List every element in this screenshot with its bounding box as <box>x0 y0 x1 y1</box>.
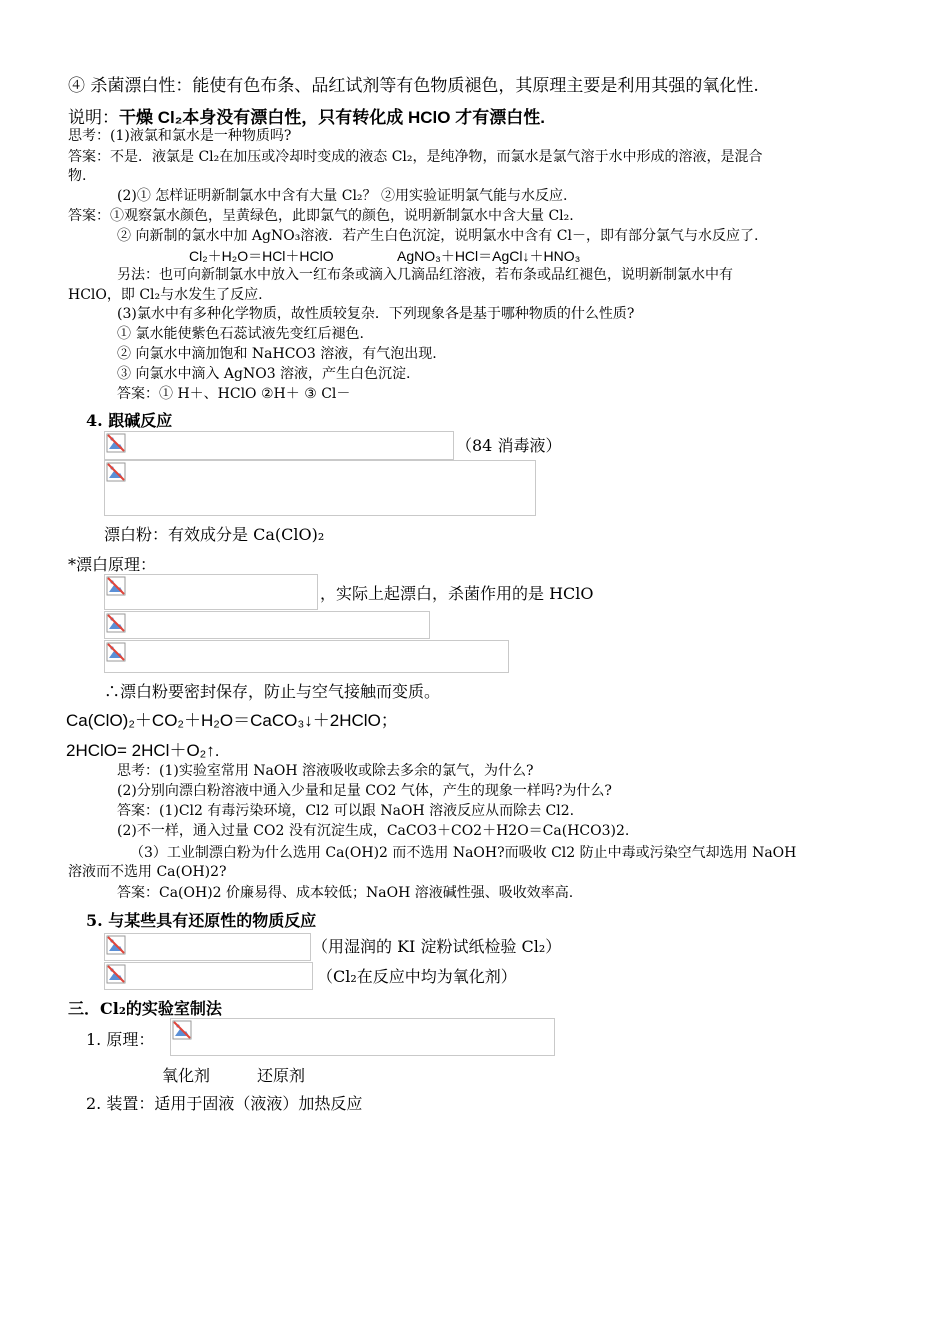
text-line: ① 氯水能使紫色石蕊试液先变红后褪色. <box>117 326 364 342</box>
broken-image-icon <box>106 964 126 984</box>
text-line: 溶液而不选用 Ca(OH)2? <box>68 864 227 880</box>
equation-line: 2HClO= 2HCl＋O₂↑. <box>66 741 220 760</box>
text-line: ∴漂白粉要密封保存，防止与空气接触而变质。 <box>104 682 441 701</box>
text-line: 思考：(1)实验室常用 NaOH 溶液吸收或除去多余的氯气，为什么? <box>117 763 534 779</box>
text-line: 2. 装置：适用于固液（液液）加热反应 <box>86 1094 363 1113</box>
text-line: ，实际上起漂白，杀菌作用的是 HClO <box>320 584 594 603</box>
text-line: 漂白粉：有效成分是 Ca(ClO)₂ <box>104 525 325 544</box>
broken-image-icon <box>106 576 126 596</box>
equation-line: Ca(ClO)₂＋CO₂＋H₂O＝CaCO₃↓＋2HClO； <box>66 711 398 730</box>
broken-image-icon <box>172 1020 192 1040</box>
text-line: （3）工业制漂白粉为什么选用 Ca(OH)2 而不选用 NaOH?而吸收 Cl2 防止中毒或污染空气却选用 NaOH <box>130 845 797 861</box>
section-heading: 三．Cl₂的实验室制法 <box>68 999 222 1018</box>
text-line: 另法：也可向新制氯水中放入一红布条或滴入几滴品红溶液，若布条或品红褪色，说明新制氯水中有 <box>117 267 733 283</box>
annotation: （Cl₂在反应中均为氧化剂） <box>317 967 517 986</box>
text-line: 答案：不是．液氯是 Cl₂在加压或冷却时变成的液态 Cl₂，是纯净物，而氯水是氯气溶于水中形成的溶液，是混合 <box>68 149 763 165</box>
text-line: (2)分别向漂白粉溶液中通入少量和足量 CO2 气体，产生的现象一样吗?为什么? <box>117 783 612 799</box>
text-line: 答案：Ca(OH)2 价廉易得、成本较低；NaOH 溶液碱性强、吸收效率高. <box>117 885 574 901</box>
text-line: 答案：①观察氯水颜色，呈黄绿色，此即氯气的颜色，说明新制氯水中含大量 Cl₂. <box>68 208 574 224</box>
text-line: (3)氯水中有多种化学物质，故性质较复杂．下列现象各是基于哪种物质的什么性质? <box>117 306 635 322</box>
text-line: (2)不一样，通入过量 CO2 没有沉淀生成，CaCO3＋CO2＋H2O＝Ca(HCO3)2. <box>117 823 630 839</box>
text-line: ② 向新制的氯水中加 AgNO₃溶液．若产生白色沉淀，说明氯水中含有 Cl－，即有部分氯气与水反应了. <box>117 228 759 244</box>
missing-image-box <box>170 1018 555 1056</box>
note-emphasis: 干燥 Cl₂本身没有漂白性，只有转化成 HClO 才有漂白性. <box>119 108 545 127</box>
broken-image-icon <box>106 462 126 482</box>
broken-image-icon <box>106 642 126 662</box>
section-heading: 5. 与某些具有还原性的物质反应 <box>86 911 317 930</box>
note-line <box>68 107 545 129</box>
broken-image-icon <box>106 935 126 955</box>
equation-line: AgNO₃＋HCl＝AgCl↓＋HNO₃ <box>397 248 581 264</box>
broken-image-icon <box>106 433 126 453</box>
note-label: 说明： <box>68 108 119 128</box>
text-line: ② 向氯水中滴加饱和 NaHCO3 溶液，有气泡出现. <box>117 346 437 362</box>
text-line: 1. 原理： <box>86 1030 155 1049</box>
text-line: (2)① 怎样证明新制氯水中含有大量 Cl₂？ ②用实验证明氯气能与水反应. <box>117 188 568 204</box>
missing-image-box <box>104 962 313 990</box>
text-line: ③ 向氯水中滴入 AgNO3 溶液，产生白色沉淀. <box>117 366 411 382</box>
text-line: 思考：(1)液氯和氯水是一种物质吗? <box>68 128 292 144</box>
text-line: 氧化剂 <box>162 1066 211 1085</box>
missing-image-box <box>104 611 430 639</box>
annotation: （84 消毒液） <box>456 436 562 455</box>
annotation: （用湿润的 KI 淀粉试纸检验 Cl₂） <box>312 937 562 956</box>
missing-image-box <box>104 574 318 610</box>
text-line: 还原剂 <box>257 1066 306 1085</box>
missing-image-box <box>104 933 311 961</box>
text-line: HClO，即 Cl₂与水发生了反应. <box>68 287 263 303</box>
missing-image-box <box>104 640 509 673</box>
text-line: 物. <box>68 168 87 184</box>
broken-image-icon <box>106 613 126 633</box>
equation-line: Cl₂＋H₂O＝HCl＋HClO <box>189 248 334 264</box>
text-line: 答案：① H＋、HClO ②H＋ ③ Cl－ <box>117 386 351 402</box>
text-line: ④ 杀菌漂白性：能使有色布条、品红试剂等有色物质褪色，其原理主要是利用其强的氧化性. <box>68 76 759 96</box>
section-heading: 4. 跟碱反应 <box>86 411 173 430</box>
missing-image-box <box>104 460 536 516</box>
text-line: *漂白原理： <box>68 555 157 574</box>
missing-image-box <box>104 431 454 460</box>
text-line: 答案：(1)Cl2 有毒污染环境，Cl2 可以跟 NaOH 溶液反应从而除去 Cl2. <box>117 803 575 819</box>
